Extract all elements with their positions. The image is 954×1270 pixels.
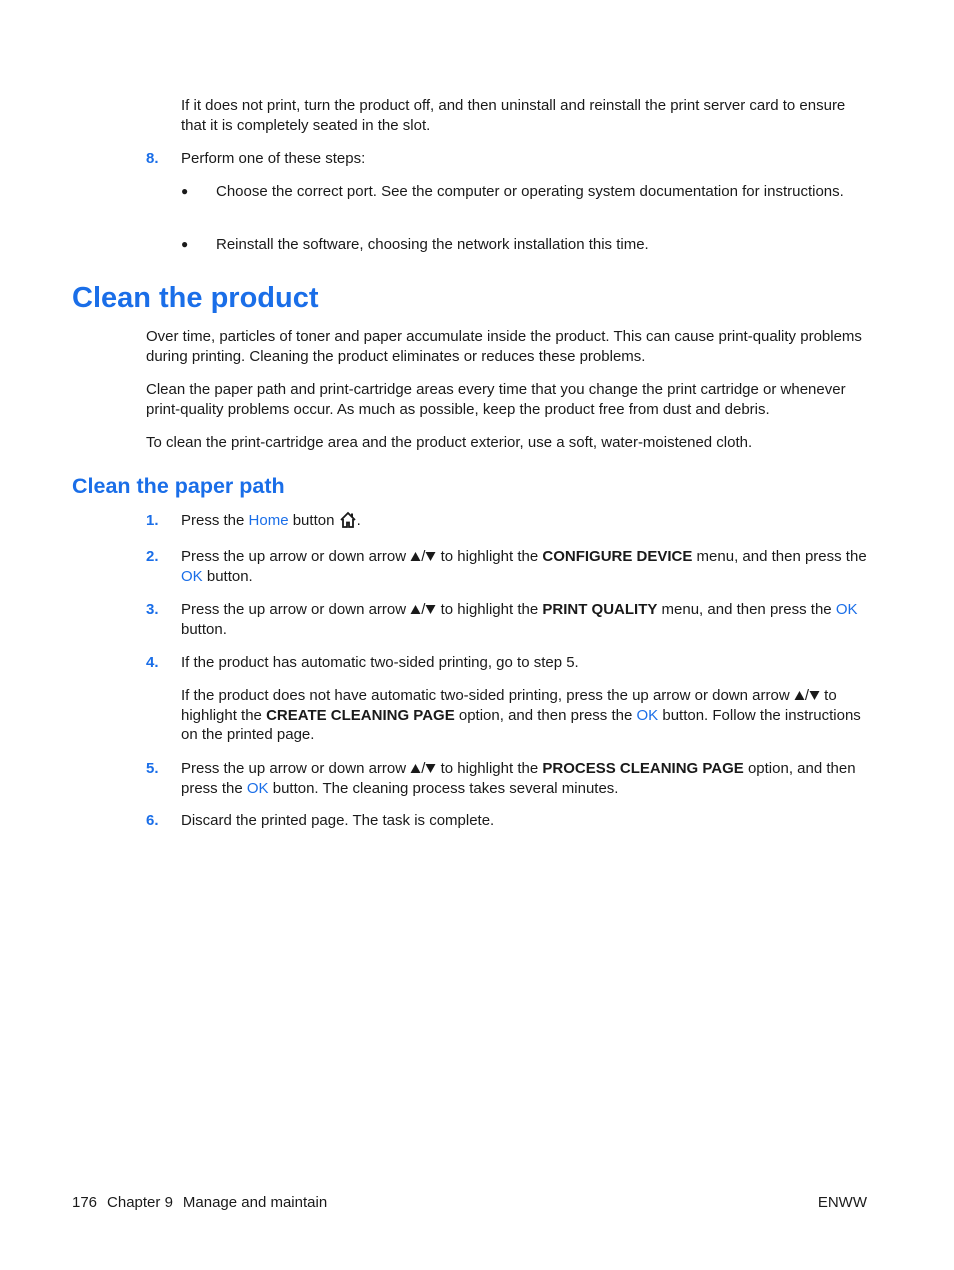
step-number-5: 5. [146,760,159,777]
step-5-text: Press the up arrow or down arrow / to highlight the PROCESS CLEANING PAGE option, and then press the OK button. The cleaning process takes several minutes. [181,760,856,797]
step-number-4: 4. [146,654,159,671]
bullet-item-reinstall: Reinstall the software, choosing the network installation this time. [216,236,649,253]
step-number-3: 3. [146,601,159,618]
section-paragraph-3: To clean the print-cartridge area and the product exterior, use a soft, water-moistened cloth. [146,434,753,451]
section-title: Clean the product [72,282,319,314]
ok-link[interactable]: OK [835,601,858,618]
up-arrow-icon [410,763,421,774]
ok-link[interactable]: OK [636,706,659,724]
footer-left [72,1193,337,1213]
ok-link[interactable]: OK [181,567,203,585]
step-number-2: 2. [146,548,159,565]
ok-link[interactable]: OK [246,779,269,797]
up-arrow-icon [410,551,421,562]
section-paragraph-1: Over time, particles of toner and paper accumulate inside the product. This can cause print-quality problems during printing. Cleaning the product eliminates or reduces these problems. [146,328,862,365]
step-3-text: Press the up arrow or down arrow / to highlight the PRINT QUALITY menu, and then press the OK button. [181,601,858,638]
bullet-glyph: ● [181,237,189,251]
step-8-text: Perform one of these steps: [181,150,366,167]
step-2-text: Press the up arrow or down arrow / to highlight the CONFIGURE DEVICE menu, and then press the OK button. [181,548,867,585]
down-arrow-icon [425,551,436,562]
step-number-6: 6. [146,812,159,829]
intro-paragraph: If it does not print, turn the product off, and then uninstall and reinstall the print server card to ensure that it is completely seated in the slot. [181,97,846,134]
up-arrow-icon [410,604,421,615]
bullet-glyph: ● [181,184,189,198]
chapter-label: Chapter 9 [107,1194,173,1211]
section-paragraph-2: Clean the paper path and print-cartridge areas every time that you change the print cartridge or whenever print-quality problems occur. As much as possible, keep the product free from dust and debris. [146,381,846,418]
home-link[interactable]: Home [248,512,289,529]
up-arrow-icon [794,690,805,701]
bullet-item-choose-port: Choose the correct port. See the computer or operating system documentation for instructions. [216,183,844,200]
down-arrow-icon [809,690,820,701]
footer-right: ENWW [817,1194,867,1211]
step-1-text: Press the Home button . [181,512,361,529]
down-arrow-icon [425,604,436,615]
down-arrow-icon [425,763,436,774]
home-icon [339,511,357,529]
step-6-text: Discard the printed page. The task is complete. [181,812,495,829]
chapter-title: Manage and maintain [182,1194,328,1211]
subsection-title: Clean the paper path [72,474,285,498]
step-number-1: 1. [146,512,159,529]
step-number-8: 8. [146,150,159,167]
step-4-subparagraph: If the product does not have automatic two-sided printing, press the up arrow or down arrow / to highlight the CREATE CLEANING PAGE option, and then press the OK button. Follow the instructions on the printed page. [181,687,861,743]
step-4-text: If the product has automatic two-sided printing, go to step 5. [181,654,579,671]
page-number: 176 [72,1194,98,1211]
